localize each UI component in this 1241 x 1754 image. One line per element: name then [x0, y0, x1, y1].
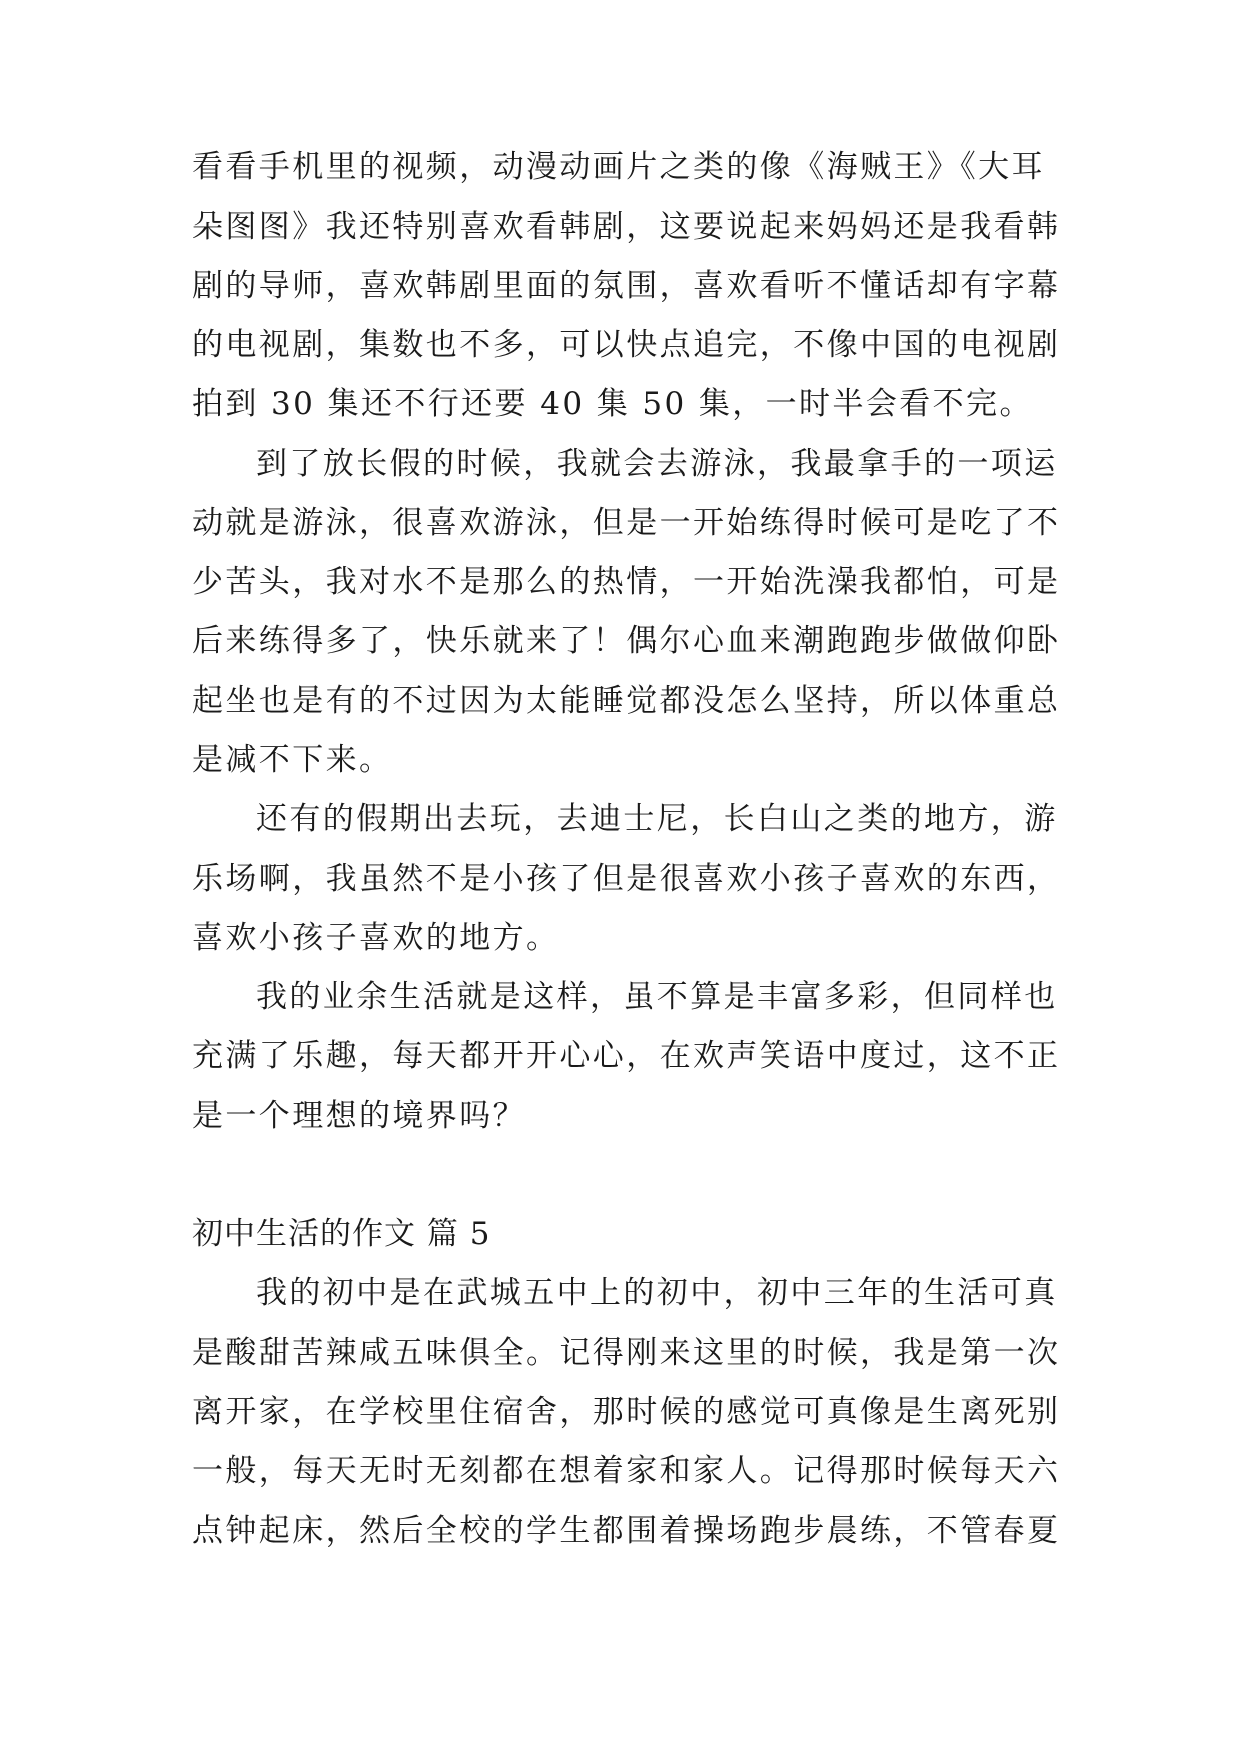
paragraph-first-line: 还有的假期出去玩，去迪士尼，长白山之类的地方，游 [256, 801, 1058, 837]
text-line: 是减不下来。 [192, 742, 393, 778]
text-line: 一般，每天无时无刻都在想着家和家人。记得那时候每天六 [192, 1453, 1061, 1489]
text-line: 离开家，在学校里住宿舍，那时候的感觉可真像是生离死别 [192, 1394, 1061, 1430]
text-line: 喜欢小孩子喜欢的地方。 [192, 920, 560, 956]
paragraph-first-line: 到了放长假的时候，我就会去游泳，我最拿手的一项运 [256, 446, 1058, 482]
text-line: 少苦头，我对水不是那么的热情，一开始洗澡我都怕，可是 [192, 564, 1061, 600]
paragraph-first-line: 我的业余生活就是这样，虽不算是丰富多彩，但同样也 [256, 979, 1058, 1015]
text-line: 点钟起床，然后全校的学生都围着操场跑步晨练，不管春夏 [192, 1513, 1061, 1549]
text-line: 剧的导师，喜欢韩剧里面的氛围，喜欢看听不懂话却有字幕 [192, 268, 1061, 304]
text-line: 看看手机里的视频，动漫动画片之类的像《海贼王》《大耳 [192, 149, 1045, 185]
section-heading: 初中生活的作文 篇 5 [192, 1216, 491, 1252]
text-line: 朵图图》我还特别喜欢看韩剧，这要说起来妈妈还是我看韩 [192, 209, 1061, 245]
text-line: 乐场啊，我虽然不是小孩了但是很喜欢小孩子喜欢的东西， [192, 861, 1061, 897]
text-line: 动就是游泳，很喜欢游泳，但是一开始练得时候可是吃了不 [192, 505, 1061, 541]
text-line: 是酸甜苦辣咸五味俱全。记得刚来这里的时候，我是第一次 [192, 1335, 1061, 1371]
paragraph-first-line: 我的初中是在武城五中上的初中，初中三年的生活可真 [256, 1275, 1058, 1311]
text-line: 的电视剧，集数也不多，可以快点追完，不像中国的电视剧 [192, 327, 1061, 363]
text-line: 起坐也是有的不过因为太能睡觉都没怎么坚持，所以体重总 [192, 683, 1061, 719]
text-line: 拍到 30 集还不行还要 40 集 50 集，一时半会看不完。 [192, 386, 1033, 422]
text-line: 是一个理想的境界吗？ [192, 1098, 526, 1134]
text-line: 充满了乐趣，每天都开开心心，在欢声笑语中度过，这不正 [192, 1038, 1061, 1074]
text-line: 后来练得多了，快乐就来了！偶尔心血来潮跑跑步做做仰卧 [192, 623, 1061, 659]
